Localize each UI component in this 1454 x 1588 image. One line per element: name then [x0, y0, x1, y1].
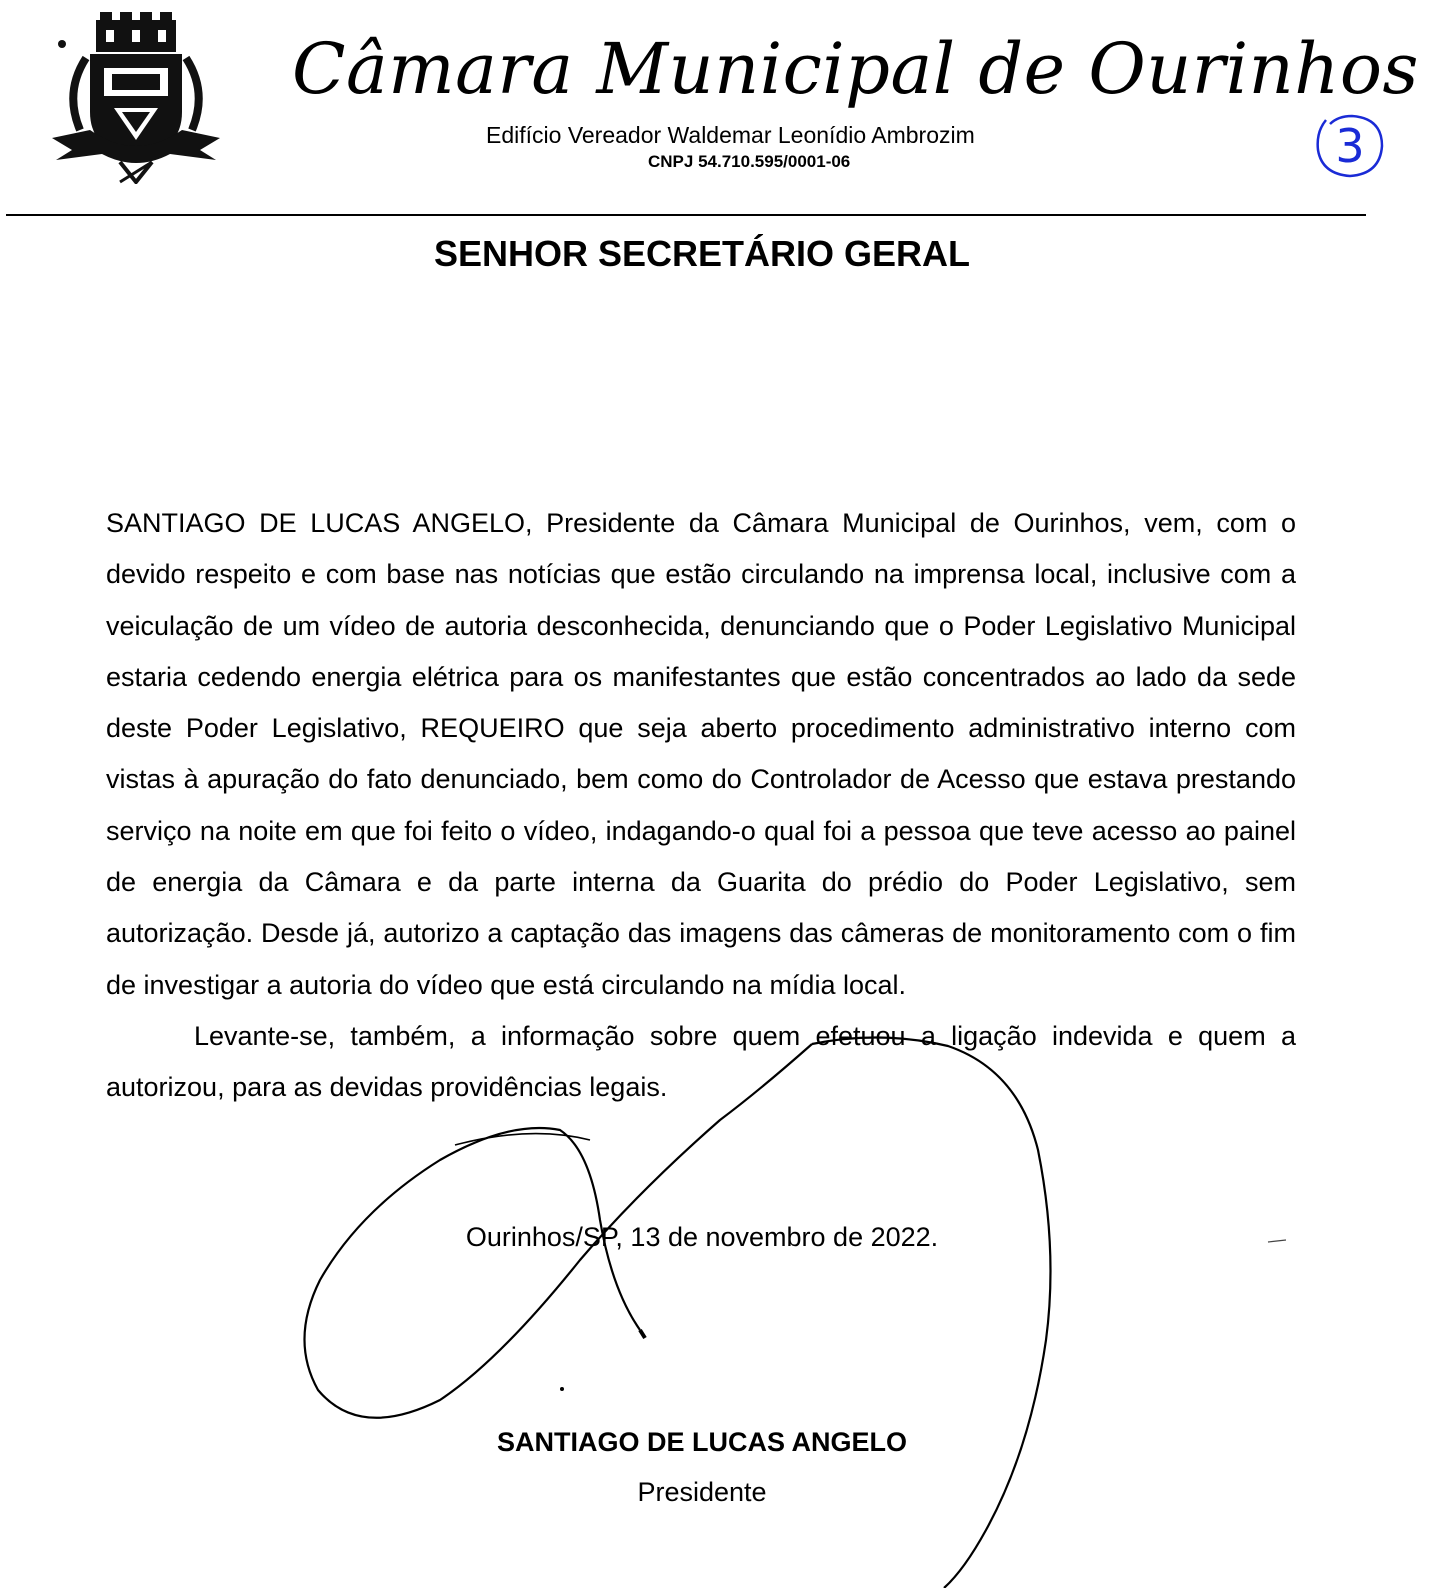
building-name: Edifício Vereador Waldemar Leonídio Ambrozim: [486, 122, 975, 148]
signer-role: Presidente: [637, 1477, 767, 1507]
cnpj-number: CNPJ 54.710.595/0001-06: [648, 152, 851, 171]
municipal-coat-of-arms-icon: [50, 12, 222, 184]
request-body: [106, 498, 1296, 1114]
addressee-heading: SENHOR SECRETÁRIO GERAL: [433, 233, 971, 274]
letterhead: [0, 0, 1454, 230]
body-paragraph-1: SANTIAGO DE LUCAS ANGELO, Presidente da Câmara Municipal de Ourinhos, vem, com o devido respeito e com base nas notícias que estão circulando na imprensa local, inclusive com a veiculação de um vídeo de autoria desconhecida, denunciando que o Poder Legislativo Municipal estaria cedendo energia elétrica para os manifestantes que estão concentrados ao lado da sede deste Poder Legislativo, REQUEIRO que seja aberto procedimento administrativo interno com vistas à apuração do fato denunciado, bem como do Controlador de Acesso que estava prestando serviço na noite em que foi feito o vídeo, indagando-o qual foi a pessoa que teve acesso ao painel de energia da Câmara e da parte interna da Guarita do prédio do Poder Legislativo, sem autorização. Desde já, autorizo a captação das imagens das câmeras de monitoramento com o fim de investigar a autoria do vídeo que está circulando na mídia local.: [106, 508, 1296, 1000]
organization-name: Câmara Municipal de Ourinhos: [292, 28, 1419, 110]
header-divider: [6, 214, 1366, 216]
place-and-date: Ourinhos/SP, 13 de novembro de 2022.: [465, 1222, 939, 1252]
body-paragraph-2: Levante-se, também, a informação sobre quem efetuou a ligação indevida e quem a autorizou, para as devidas providências legais.: [106, 1020, 1296, 1103]
page-number: 3: [1335, 119, 1365, 173]
signer-name: SANTIAGO DE LUCAS ANGELO: [496, 1427, 907, 1457]
